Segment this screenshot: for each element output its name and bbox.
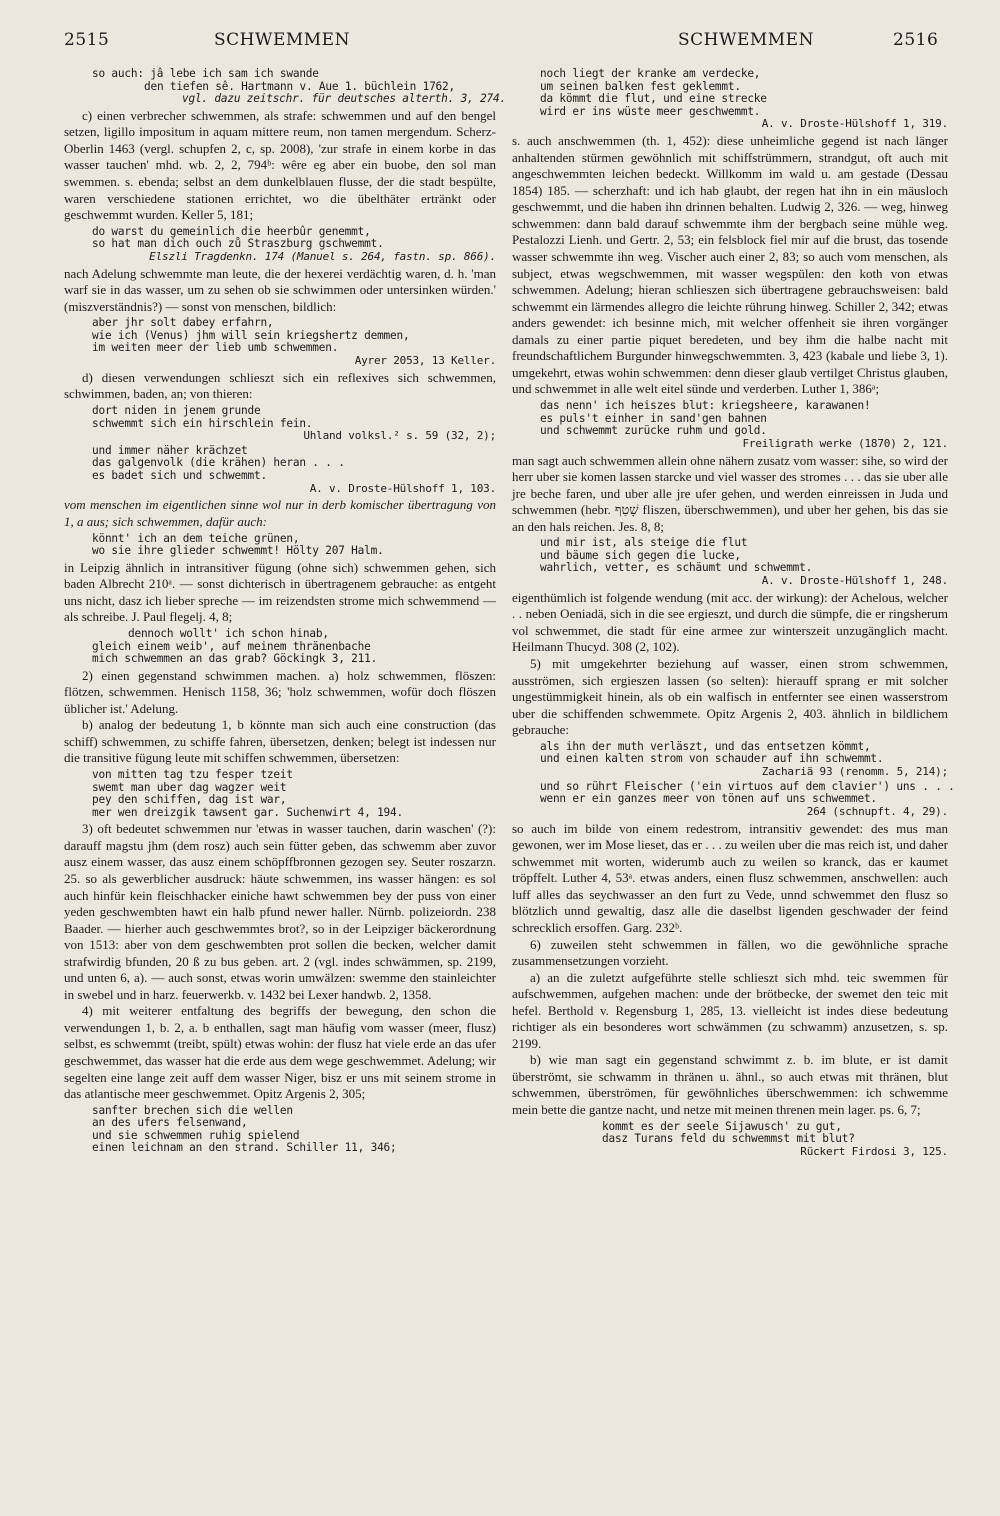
quote-block xyxy=(92,628,496,666)
quote-line: um seinen balken fest geklemmt. xyxy=(540,79,741,93)
quote-line: könnt' ich an dem teiche grünen, xyxy=(92,531,300,545)
left-column xyxy=(64,66,506,1157)
paragraph: 2) einen gegenstand schwimmen machen. a) holz schwemmen, flöszen: flötzen, schwemmen. Henisch 1158, 36; 'holz schwemmen, wofür doch flöszen üblicher ist.' Adelung. xyxy=(64,667,496,716)
quote-line: im weiten meer der lieb umb schwemmen. xyxy=(92,341,339,355)
quote-line: wenn er ein ganzes meer von tönen auf uns schwemmet. xyxy=(540,792,877,806)
quote-line: mer wen dreizgik tawsent gar. Suchenwirt 4, 194. xyxy=(92,805,403,819)
quote-line: wo sie ihre glieder schwemmt! Hölty 207 Halm. xyxy=(92,544,384,558)
quote-line: und einen kalten strom von schauder auf ihn schwemmt. xyxy=(540,752,884,766)
quote-line: das nenn' ich heiszes blut: kriegsheere, karawanen! xyxy=(540,398,871,412)
quote-block xyxy=(92,769,496,819)
quote-line: noch liegt der kranke am verdecke, xyxy=(540,67,761,80)
quote-line: und bäume sich gegen die lucke, xyxy=(540,548,741,562)
quote-line: aber jhr solt dabey erfahrn, xyxy=(92,316,274,330)
quote-block xyxy=(540,68,948,131)
paragraph: 5) mit umgekehrter beziehung auf wasser, einen strom schwemmen, ausströmen, sich ergieszen lassen (so selten): hierauff sprang er mit solcher ungestümmigkeit hinein, als ob ein walfisch in entfernter see einen wasserstrom uber die schiffenden schwemmete. Opitz Argenis 2, 403. ähnlich in bildlichem gebrauche: xyxy=(512,656,948,738)
quote-block xyxy=(540,537,948,588)
left-running-title: SCHWEMMEN xyxy=(214,30,350,50)
quote-line: es badet sich und schwemmt. xyxy=(92,469,267,483)
quote-block xyxy=(92,226,496,264)
quote-line: den tiefen sê. Hartmann v. Aue 1. büchlein 1762, xyxy=(144,79,455,93)
paragraph: vom menschen im eigentlichen sinne wol nur in derb komischer übertragung von 1, a aus; sich schwemmen, dafür auch: xyxy=(64,497,496,530)
quote-line: dort niden in jenem grunde xyxy=(92,403,261,417)
quote-block xyxy=(92,67,506,106)
quote-line: es puls't einher in sand'gen bahnen xyxy=(540,411,767,425)
right-column xyxy=(512,66,955,1161)
quote-line: so auch: jâ lebe ich sam ich swande xyxy=(92,67,319,80)
quote-line: so hat man dich ouch zů Straszburg gschwemmt. xyxy=(92,237,384,251)
paragraph: 6) zuweilen steht schwemmen in fällen, wo die gewöhnliche sprache zusammensetzungen vorzieht. xyxy=(512,936,948,969)
paragraph: man sagt auch schwemmen allein ohne nähern zusatz vom wasser: sihe, so wird der herr uber sie komen lassen starcke und viel wasser des stromes . . . das sie uber alle jre beche faren, und uber alle jre ufer gehen, und werden einreissen in Juda und schwemmen (hebr. שָׁטַף fliszen, überschwemmen), und uber her gehen, bis das sie an den hals reichen. Jes. 8, 8; xyxy=(512,452,948,534)
quote-line: als ihn der muth verläszt, und das entsetzen kömmt, xyxy=(540,739,871,753)
quote-line: dasz Turans feld du schwemmst mit blut? xyxy=(602,1132,855,1146)
paragraph: d) diesen verwendungen schlieszt sich ein reflexives sich schwemmen, schwimmen, baden, an; von thieren: xyxy=(64,369,496,402)
paragraph: a) an die zuletzt aufgeführte stelle schlieszt sich mhd. teic swemmen für aufschwemmen, aufgehen machen: unde der brötbecke, der swemet den teic mit hefel. Berthold v. Regensburg 1, 285, 13. vielleicht ist indes diese bedeutung richtiger als ein besonderes wort schwämmen (zu schwamm) anzusetzen, s. sp. 2199. xyxy=(512,969,948,1051)
quote-line: gleich einem weib', auf meinem thränenbache xyxy=(92,639,371,653)
quote-line: schwemmt sich ein hirschlein fein. xyxy=(92,416,313,430)
quote-source: Freiligrath werke (1870) 2, 121. xyxy=(742,436,948,450)
quote-line: kommt es der seele Sijawusch' zu gut, xyxy=(602,1119,842,1133)
quote-line: und mir ist, als steige die flut xyxy=(540,536,748,550)
paragraph: s. auch anschwemmen (th. 1, 452): diese unheimliche gegend ist nach länger anhaltenden stürmen gewöhnlich mit schiffstrümmern, strandgut, oft auch mit angeschwemmten leichen bedeckt. Willkomm im wald u. am gestade (Dessau 1854) 185. — scherzhaft: und ich hab glaubt, der regen hat ihn in ein mäusloch geschwemmt, und die haben ihn drinnen behalten. Ludwig 2, 326. — weg, hinweg schwemmen: dann bald darauf schwemmte ihm der bergbach seine mühle weg. Pestalozzi Lienh. und Gertr. 2, 53; ein felsblock fiel mir auf die brust, das tosende wasser schwemmte ihn weg. Vischer auch einer 2, 83; so auch vom menschen, als subject, etwas wegschwemmen, mit wasser wegspülen: den koth von etwas schwemmen. Adelung; hieran schlieszen sich übertragene gebrauchsweisen: bald schwemmt ein lärmendes allegro die leichte rührung hinweg. Schiller 2, 342; etwas anders gewendet: ich besinne mich, mit welcher offenheit sie ihren vorgänger damals zu einer partie piquet beredeten, und bey ihm die halbe nacht mit freundschaftlichem Burgunder hinwegschwemmten. 3, 423 (kabale und liebe 3, 1). umgekehrt, etwas wohin schwemmen: denn dieser glaub vertilget Christus glauben, und schwemmet in alle welt eitel sünde und verderben. Luther 1, 386ᵃ; xyxy=(512,133,948,397)
quote-line: wird er ins wüste meer geschwemmt. xyxy=(540,104,761,118)
quote-line: wahrlich, vetter, es schäumt und schwemmt. xyxy=(540,561,813,575)
right-running-title: SCHWEMMEN xyxy=(678,30,814,50)
quote-source: Rückert Firdosi 3, 125. xyxy=(800,1144,948,1158)
paragraph: 4) mit weiterer entfaltung des begriffs der bewegung, den schon die verwendungen 1, b. 2, a. b enthallen, sagt man häufig vom wasser (meer, flusz) selbst, es schwemmt (treibt, spült) etwas wohin: der flusz hat viele erde an das ufer geschwemmet, das wasser hat die erde aus dem wege geschwemmet. Adelung; wir segelten eine lange zeit auff dem wasser Niger, bisz er uns mit seinem strome in das atlantische meer geschwemmet. Opitz Argenis 2, 305; xyxy=(64,1003,496,1102)
quote-line: und sie schwemmen ruhig spielend xyxy=(92,1128,300,1142)
paragraph: b) wie man sagt ein gegenstand schwimmt z. b. im blute, er ist damit überströmt, sie schwamm in thränen u. ähnl., so auch etwas mit thränen, blut schwemmen, überströmen, für gewöhnliches überschwemmen: ich schwemme mein bette die gantze nacht, und netze mit meinen threnen mein lager. ps. 6, 7; xyxy=(512,1052,948,1117)
quote-block xyxy=(92,533,496,558)
quote-block xyxy=(92,317,496,368)
quote-line: pey den schiffen, dag ist war, xyxy=(92,793,287,807)
quote-source: Zachariä 93 (renomm. 5, 214); xyxy=(761,764,948,778)
paragraph: so auch im bilde von einem redestrom, intransitiv gewendet: des mus man gewonen, wer im Mose lieset, das er . . . zu weilen uber die mas reich ist, und daher schwemmet mit worten, widerumb auch zu weilen so kranck, das er kaumet tröpffelt. Luther 4, 53ᵃ. etwas anders, einen flusz schwemmen, anschwellen: auch luff alles das seychwasser an den furt zu Vede, unnd schwemmet den flusz so blötzlich unnd gewaltig, dasz alle die daselbst ligenden geschwader der feind schrecklich ersoffen. Garg. 232ᵇ. xyxy=(512,820,948,935)
paragraph: 3) oft bedeutet schwemmen nur 'etwas in wasser tauchen, darin waschen' (?): darauff magstu jhm (dem rosz) auch sein fütter geben, das schwemm aber zuvor ausz einem wasser, das ausz einem schöpffbronnen gezogen sey. Seuter roszarzn. 25. so als gewerblicher ausdruck: häute schwemmen, ins wasser hängen: es sol auch hinfür kein fleischhacker einiche hawt schwemmen bey der puss von einer yeden geschwembten hawt ein halb pfund newer haller. Nürnb. polizeiordn. 238 Baader. — hierher auch geschwemmtes brot?, so in der Leipziger bäckerordnung von 1513: aber von dem geschwembten prot sollen die becken, welcher damit strafwirdig bfunden, 20 ß zu bus geben. art. 2 (vgl. indes schwämmen, sp. 2199, und unten 6, a). — auch sonst, etwas worin umwälzen: swemme den stainleichter in swebel und in harz. feuerwerkb. v. 1432 bei Lexer handwb. 2, 1358. xyxy=(64,821,496,1002)
quote-block xyxy=(92,405,496,443)
quote-line: und schwemmt zurücke ruhm und gold. xyxy=(540,424,767,438)
paragraph: b) analog der bedeutung 1, b könnte man sich auch eine construction (das schiff) schwemmen, zu schiffe fahren, übersetzen, denken; belegt ist indessen nur die transitive fügung leute mit schiffen schwemmen, übersetzen: xyxy=(64,717,496,766)
quote-line: wie ich (Venus) jhm will sein kriegshertz demmen, xyxy=(92,328,410,342)
quote-block xyxy=(92,1105,496,1155)
right-page-number: 2516 xyxy=(893,30,939,50)
quote-source: A. v. Droste-Hülshoff 1, 248. xyxy=(761,574,948,588)
quote-line: da kömmt die flut, und eine strecke xyxy=(540,92,767,106)
quote-block xyxy=(92,445,496,496)
quote-line: swemt man uber dag wagzer weit xyxy=(92,780,287,794)
paragraph: in Leipzig ähnlich in intransitiver fügung (ohne sich) schwemmen gehen, sich baden Albrecht 210ᵃ. — sonst dichterisch in übertragenem gebrauche: as entgeht uns nicht, dasz ich lieber spreche — im reizendsten strome mich schwemmend — als schreibe. J. Paul flegelj. 4, 8; xyxy=(64,559,496,625)
quote-block xyxy=(602,1121,948,1159)
quote-line: an des ufers felsenwand, xyxy=(92,1116,248,1130)
quote-block xyxy=(540,779,955,819)
quote-source: Uhland volksl.² s. 59 (32, 2); xyxy=(303,429,496,443)
quote-line: sanfter brechen sich die wellen xyxy=(92,1103,293,1117)
quote-line: von mitten tag tzu fesper tzeit xyxy=(92,768,293,781)
quote-block xyxy=(540,741,948,779)
quote-line: und so rührt Fleischer ('ein virtuos auf dem clavier') uns . . . xyxy=(540,779,955,793)
quote-line: das galgenvolk (die krähen) heran . . . xyxy=(92,456,345,470)
quote-block xyxy=(540,400,948,451)
quote-source: A. v. Droste-Hülshoff 1, 103. xyxy=(309,481,496,495)
quote-line: vgl. dazu zeitschr. für deutsches alterth. 3, 274. xyxy=(182,92,506,106)
quote-line: dennoch wollt' ich schon hinab, xyxy=(128,626,329,640)
paragraph: c) einen verbrecher schwemmen, als strafe: schwemmen und auf den bengel setzen, ligillo impositum in aquam mittere reum, non tamen mergendum. Scherz-Oberlin 1463 (vergl. schupfen 2, c, sp. 2008), 'zur strafe in einem korbe in das wasser tauchen' mhd. wb. 2, 2, 794ᵇ: wêre eg aber ein buobe, den sol man swemmen. s. ebenda; selbst an dem dunkelblauen flusse, der die stadt bespülte, waren verschiedene stationen errichtet, wo die übelthäter ertränkt oder geschwemmt wurden. Keller 5, 181; xyxy=(64,107,496,223)
paragraph: eigenthümlich ist folgende wendung (mit acc. der wirkung): der Achelous, welcher . . neben Oeniadä, sich in die see ergieszt, und durch die sümpfe, die er ringsherum vol schwemmet, die stadt für eine armee zur winterszeit unzugänglich macht. Heilmann Thucyd. 308 (2, 102). xyxy=(512,589,948,655)
quote-source: 264 (schnupft. 4, 29). xyxy=(806,804,948,818)
quote-line: und immer näher krächzet xyxy=(92,443,248,457)
quote-source: A. v. Droste-Hülshoff 1, 319. xyxy=(761,117,948,131)
left-page-number: 2515 xyxy=(64,30,110,50)
quote-source: Elszli Tragdenkn. 174 (Manuel s. 264, fastn. sp. 866). xyxy=(149,249,496,263)
quote-line: mich schwemmen an das grab? Göckingk 3, 211. xyxy=(92,652,378,666)
quote-line: do warst du gemeinlich die heerbûr genemmt, xyxy=(92,224,371,238)
quote-line: einen leichnam an den strand. Schiller 11, 346; xyxy=(92,1141,397,1155)
paragraph: nach Adelung schwemmte man leute, die der hexerei verdächtig waren, d. h. 'man warf sie in das wasser, um zu sehen ob sie schwimmen oder untersinken würden.' (miszverständnis?) — sonst von menschen, bildlich: xyxy=(64,265,496,314)
quote-source: Ayrer 2053, 13 Keller. xyxy=(354,354,496,368)
